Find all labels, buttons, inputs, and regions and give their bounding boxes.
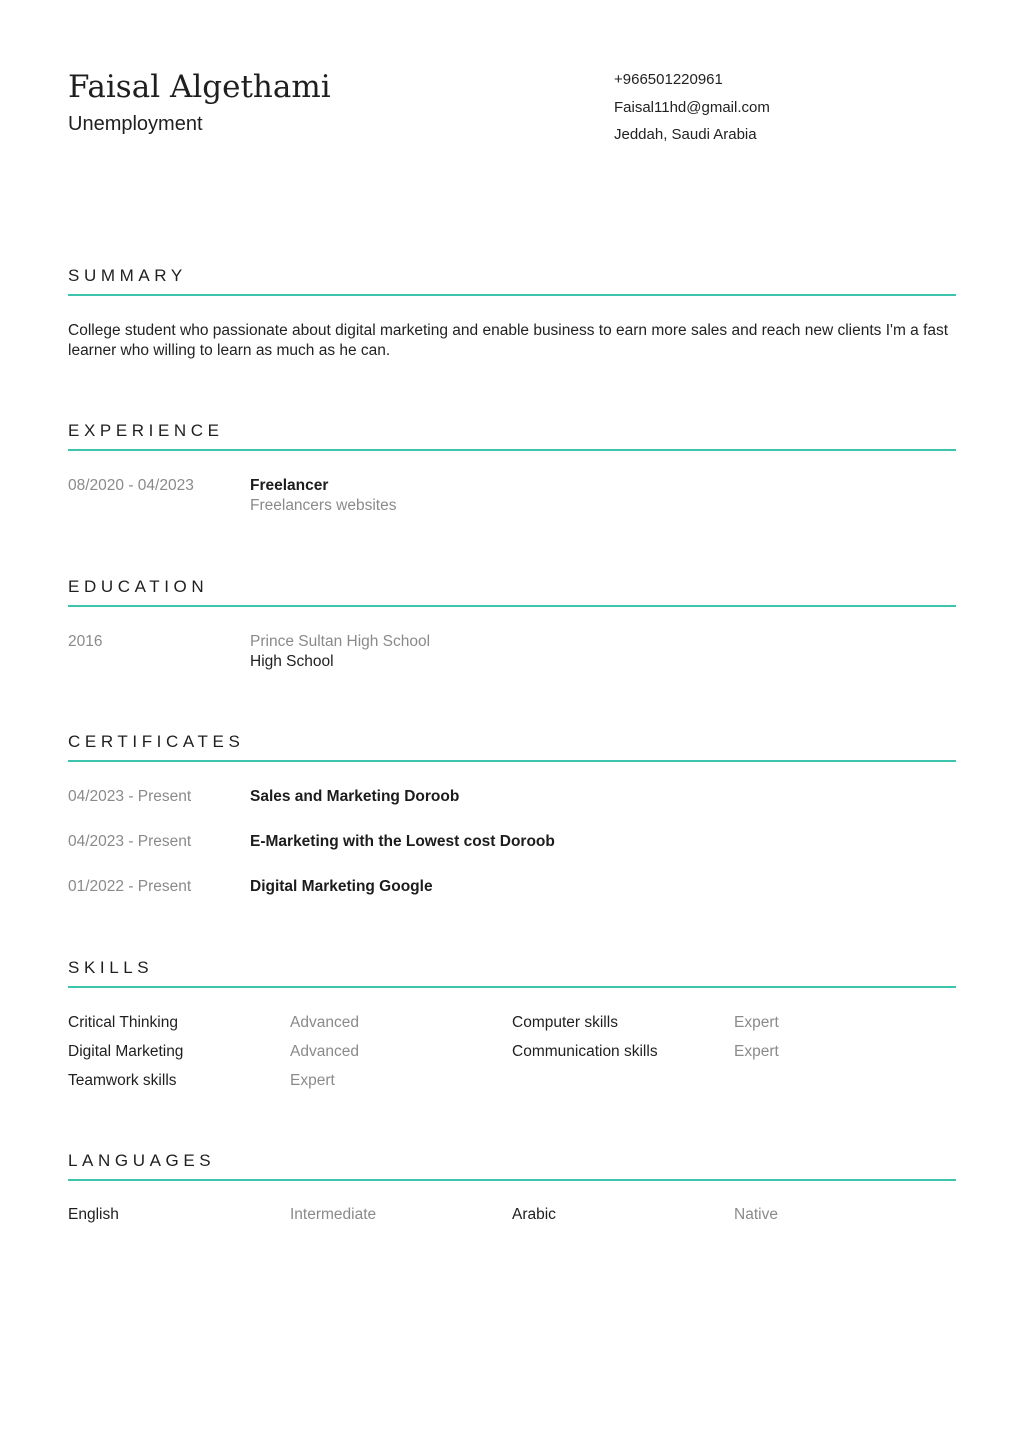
skills-section (68, 957, 956, 1100)
experience-dates: 08/2020 - 04/2023 (68, 476, 194, 494)
languages-section (68, 1150, 956, 1234)
education-school: Prince Sultan High School (250, 632, 431, 650)
language-name: Arabic (512, 1205, 556, 1223)
certificate-name: Sales and Marketing Doroob (250, 787, 460, 805)
experience-company: Freelancers websites (250, 496, 397, 514)
skills-row (68, 1071, 956, 1100)
certificate-item (68, 787, 956, 807)
skills-grid (68, 1013, 956, 1100)
contact-phone: +966501220961 (614, 71, 723, 88)
certificates-heading: CERTIFICATES (68, 732, 245, 751)
certificate-name: Digital Marketing Google (250, 877, 433, 895)
summary-section (68, 265, 956, 361)
education-dates: 2016 (68, 632, 103, 650)
skill-name: Computer skills (512, 1013, 618, 1031)
skill-name: Critical Thinking (68, 1013, 178, 1031)
skill-level: Advanced (290, 1042, 359, 1060)
skills-heading: SKILLS (68, 958, 154, 977)
skills-row (68, 1013, 956, 1042)
languages-grid (68, 1205, 956, 1234)
certificate-dates: 04/2023 - Present (68, 787, 192, 805)
skill-level: Expert (734, 1042, 779, 1060)
language-level: Intermediate (290, 1205, 377, 1223)
experience-role: Freelancer (250, 476, 329, 494)
education-section (68, 576, 956, 672)
skill-level: Advanced (290, 1013, 359, 1031)
candidate-name: Faisal Algethami (68, 69, 331, 105)
certificates-list (68, 787, 956, 897)
skill-name: Teamwork skills (68, 1071, 177, 1089)
skill-level: Expert (290, 1071, 335, 1089)
certificate-item (68, 832, 956, 852)
education-heading: EDUCATION (68, 577, 209, 596)
contact-location: Jeddah, Saudi Arabia (614, 126, 757, 143)
experience-section (68, 420, 956, 516)
education-entry (68, 632, 956, 672)
resume-header (68, 66, 956, 156)
language-name: English (68, 1205, 119, 1223)
education-degree: High School (250, 652, 334, 670)
section-divider (68, 605, 956, 607)
section-divider (68, 294, 956, 296)
certificate-name: E-Marketing with the Lowest cost Doroob (250, 832, 555, 850)
certificates-section (68, 731, 956, 897)
contact-info (614, 66, 770, 149)
section-divider (68, 986, 956, 988)
certificate-dates: 04/2023 - Present (68, 832, 192, 850)
contact-email: Faisal11hd@gmail.com (614, 98, 770, 116)
summary-heading: SUMMARY (68, 266, 187, 285)
experience-entry (68, 476, 956, 516)
section-divider (68, 449, 956, 451)
skill-name: Digital Marketing (68, 1042, 184, 1060)
section-divider (68, 1179, 956, 1181)
certificate-item (68, 877, 956, 897)
skills-row (68, 1042, 956, 1071)
section-divider (68, 760, 956, 762)
resume-page (68, 0, 956, 1449)
skill-name: Communication skills (512, 1042, 658, 1060)
languages-heading: LANGUAGES (68, 1151, 216, 1170)
certificate-dates: 01/2022 - Present (68, 877, 192, 895)
skill-level: Expert (734, 1013, 779, 1031)
experience-heading: EXPERIENCE (68, 421, 224, 440)
languages-row (68, 1205, 956, 1234)
job-title: Unemployment (68, 113, 203, 135)
language-level: Native (734, 1205, 778, 1223)
summary-text: College student who passionate about digital marketing and enable business to earn more sales and reach new clients I'm a fast learner who willing to learn as much as he can. (68, 321, 949, 359)
